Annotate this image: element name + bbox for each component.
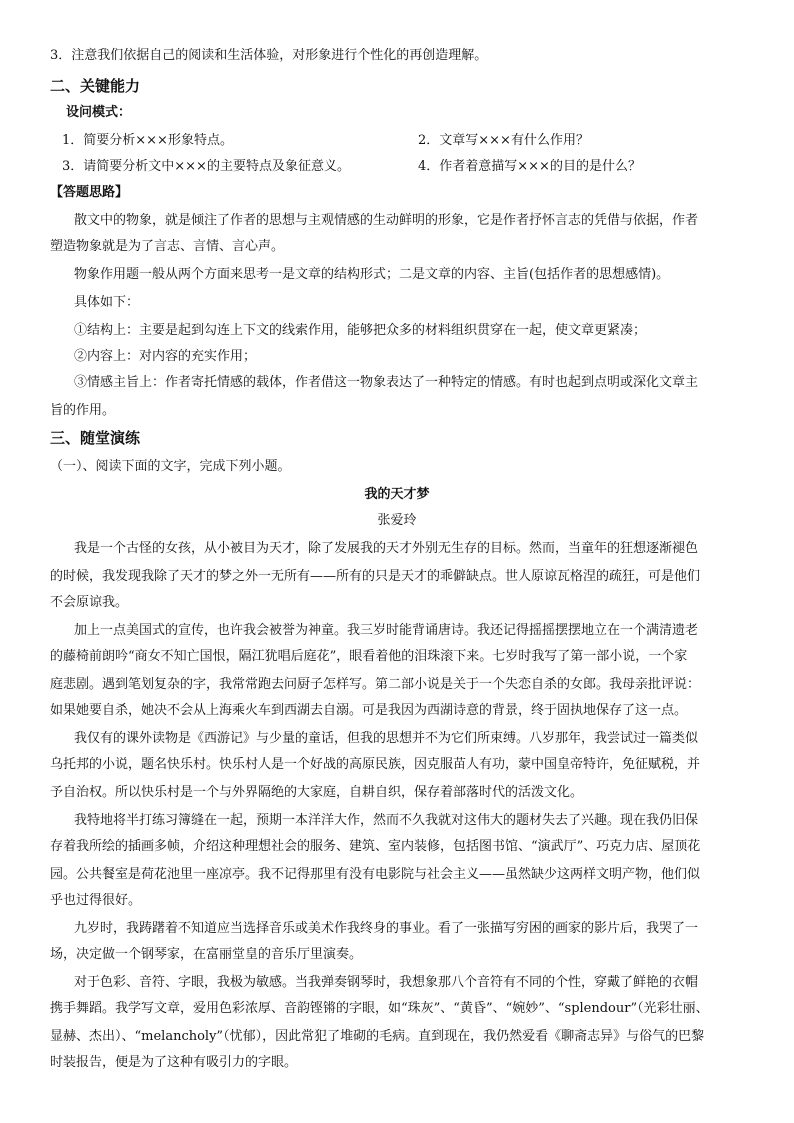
essay-line: 显赫、杰出）、“melancholy”（忧郁），因此常犯了堆砌的毛病。直到现在，我仍然爱看《聊斋志异》与俗气的巴黎 xyxy=(50,1029,705,1044)
question-3: 3．请简要分析文中×××的主要特点及象征意义。 xyxy=(62,159,350,174)
essay-line: 不会原谅我。 xyxy=(50,595,129,610)
intro-point-3: 3．注意我们依据自己的阅读和生活体验，对形象进行个性化的再创造理解。 xyxy=(50,48,488,63)
essay-line: 乎也过得很好。 xyxy=(50,893,142,908)
essay-line: 我仅有的课外读物是《西游记》与少量的童话，但我的思想并不为它们所束缚。八岁那年，我尝试过一篇类似 xyxy=(74,731,699,746)
approach-paragraph-1-cont: 塑造物象就是为了言志、言情、言心声。 xyxy=(50,239,285,254)
essay-line: 的藤椅前朗吟“商女不知亡国恨，隔江犹唱后庭花”，眼看着他的泪珠滚下来。七岁时我写了第一部小说，一个家 xyxy=(50,649,688,664)
essay-line: 场，决定做一个钢琴家，在富丽堂皇的音乐厅里演奏。 xyxy=(50,947,363,962)
section-3-heading: 三、随堂演练 xyxy=(50,429,141,447)
essay-line: 乌托邦的小说，题名快乐村。快乐村人是一个好战的高原民族，因克服苗人有功，蒙中国皇帝特许，免征赋税，并 xyxy=(50,757,701,772)
essay-line: 园。公共餐室是荷花池里一座凉亭。我不记得那里有没有电影院与社会主义——虽然缺少这两样文明产物，他们似 xyxy=(50,867,701,882)
essay-author: 张爱玲 xyxy=(377,513,417,528)
reading-instruction: （一）、阅读下面的文字，完成下列小题。 xyxy=(50,459,291,474)
content-point: ②内容上：对内容的充实作用； xyxy=(74,349,257,364)
essay-line: 予自治权。所以快乐村是一个与外界隔绝的大家庭，自耕自织，保存着部落时代的活泼文化。 xyxy=(50,785,584,800)
essay-line: 我特地将半打练习簿缝在一起，预期一本洋洋大作，然而不久我就对这伟大的题材失去了兴趣。现在我仍旧保 xyxy=(74,813,699,828)
question-4: 4．作者着意描写×××的目的是什么？ xyxy=(418,159,641,174)
emotion-point-cont: 旨的作用。 xyxy=(50,403,116,418)
question-mode-label: 设问模式： xyxy=(66,105,132,120)
question-2: 2．文章写×××有什么作用？ xyxy=(418,133,589,148)
essay-line: 对于色彩、音符、字眼，我极为敏感。当我弹奏钢琴时，我想象那八个音符有不同的个性，穿戴了鲜艳的衣帽 xyxy=(74,975,699,990)
approach-paragraph-3: 具体如下： xyxy=(74,295,140,310)
essay-line: 我是一个古怪的女孩，从小被目为天才，除了发展我的天才外别无生存的目标。然而，当童年的狂想逐渐褪色 xyxy=(74,541,699,556)
approach-paragraph-2: 物象作用题一般从两个方面来思考一是文章的结构形式；二是文章的内容、主旨(包括作者的思想感情)。 xyxy=(74,267,670,282)
essay-line: 时装报告，便是为了这种有吸引力的字眼。 xyxy=(50,1055,298,1070)
approach-paragraph-1: 散文中的物象，就是倾注了作者的思想与主观情感的生动鲜明的形象，它是作者抒怀言志的凭借与依据，作者 xyxy=(74,213,699,228)
structure-point: ①结构上：主要是起到勾连上下文的线索作用，能够把众多的材料组织贯穿在一起，使文章更紧凑； xyxy=(74,323,647,338)
essay-line: 九岁时，我踌躇着不知道应当选择音乐或美术作我终身的事业。看了一张描写穷困的画家的影片后，我哭了一 xyxy=(74,921,699,936)
essay-line: 存着我所绘的插画多帧，介绍这种理想社会的服务、建筑、室内装修，包括图书馆、“演武厅”、巧克力店、屋顶花 xyxy=(50,839,701,854)
section-2-heading: 二、关键能力 xyxy=(50,77,141,95)
emotion-point: ③情感主旨上：作者寄托情感的载体，作者借这一物象表达了一种特定的情感。有时也起到点明或深化文章主 xyxy=(74,375,699,390)
essay-line: 加上一点美国式的宣传，也许我会被誉为神童。我三岁时能背诵唐诗。我还记得摇摇摆摆地立在一个满清遗老 xyxy=(74,623,699,638)
essay-line: 庭悲剧。遇到笔划复杂的字，我常常跑去问厨子怎样写。第二部小说是关于一个失恋自杀的女郎。我母亲批评说： xyxy=(50,677,701,692)
essay-line: 携手舞蹈。我学写文章，爱用色彩浓厚、音韵铿锵的字眼，如“珠灰”、“黄昏”、“婉妙”、“splendour”（光彩壮丽、 xyxy=(50,1001,709,1016)
approach-label: 【答题思路】 xyxy=(50,185,129,200)
essay-line: 的时候，我发现我除了天才的梦之外一无所有——所有的只是天才的乖僻缺点。世人原谅瓦格涅的疏狂，可是他们 xyxy=(50,569,701,584)
question-1: 1．简要分析×××形象特点。 xyxy=(62,133,233,148)
essay-line: 如果她要自杀，她决不会从上海乘火车到西湖去自溺。可是我因为西湖诗意的背景，终于固执地保存了这一点。 xyxy=(50,703,688,718)
essay-title: 我的天才梦 xyxy=(364,487,430,502)
